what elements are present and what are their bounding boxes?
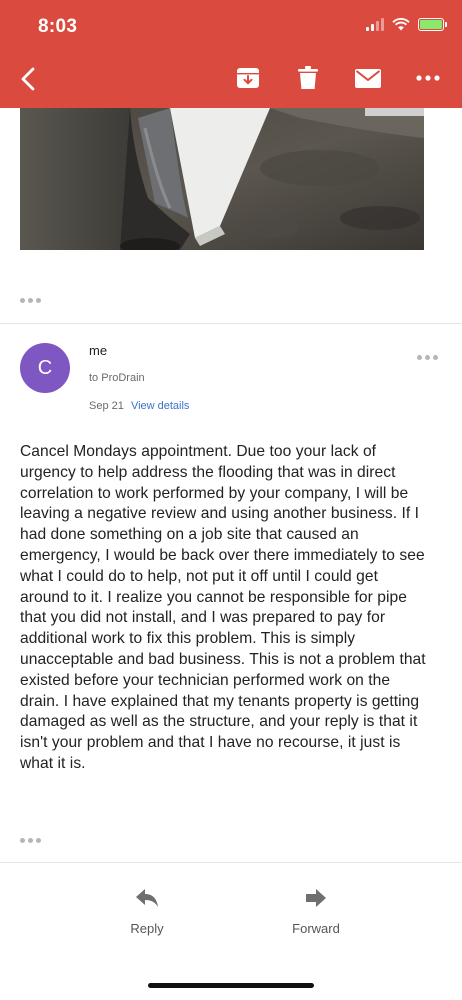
more-horizontal-icon	[416, 75, 440, 81]
recipient-line[interactable]: to ProDrain	[89, 372, 145, 384]
status-time: 8:03	[38, 16, 78, 37]
message-date: Sep 21	[89, 400, 124, 412]
mark-unread-button[interactable]	[354, 64, 382, 92]
message-body: Cancel Mondays appointment. Due too your lack of urgency to help address the flooding that was in direct correlation to work performed by your company, I will be leaving a negative review and using another business. If I had done something on a job site that caused an emergency, I would be back over there immediately to see what I could do to help, not put it off until I could get around to it. I realize you cannot be responsible for pipe that you did not install, and I was prepared to pay for additional work to fix this problem. This is simply unacceptable and bad business. This is not a problem that existed before your technician performed work on the drain. I have explained that my tenants property is getting damaged as well as the structure, and your reply is that it isn't your problem and that I have no recourse, it just is what it is.	[20, 443, 426, 772]
battery-charging-icon	[418, 18, 444, 31]
trash-icon	[298, 66, 318, 90]
avatar-letter: C	[37, 356, 53, 379]
reply-label: Reply	[130, 921, 164, 936]
actions-divider	[0, 862, 462, 863]
status-indicators	[366, 18, 444, 31]
archive-button[interactable]	[234, 64, 262, 92]
forward-button[interactable]	[276, 885, 356, 936]
message-divider	[0, 323, 462, 324]
cellular-signal-icon	[366, 18, 384, 31]
reply-icon	[135, 888, 159, 908]
attached-photo[interactable]	[20, 108, 424, 250]
mail-icon	[355, 69, 381, 88]
forward-label: Forward	[292, 921, 340, 936]
forward-icon	[305, 888, 327, 908]
app-header	[0, 0, 462, 108]
more-options-button[interactable]	[414, 64, 442, 92]
sender-avatar[interactable]	[20, 343, 70, 393]
message-more-options-button[interactable]	[417, 355, 438, 360]
delete-button[interactable]	[294, 64, 322, 92]
home-indicator[interactable]	[148, 983, 314, 988]
show-quoted-text-button[interactable]	[20, 838, 41, 843]
show-trimmed-content-button[interactable]	[20, 298, 41, 303]
view-details-link[interactable]: View details	[130, 400, 190, 412]
sender-name: me	[89, 343, 108, 358]
photo-image	[20, 108, 424, 250]
archive-icon	[236, 67, 260, 89]
back-arrow-icon[interactable]	[14, 64, 44, 94]
message-toolbar	[234, 64, 442, 92]
reply-button[interactable]	[107, 885, 187, 936]
message-date-line	[89, 400, 189, 412]
wifi-icon	[392, 18, 410, 31]
